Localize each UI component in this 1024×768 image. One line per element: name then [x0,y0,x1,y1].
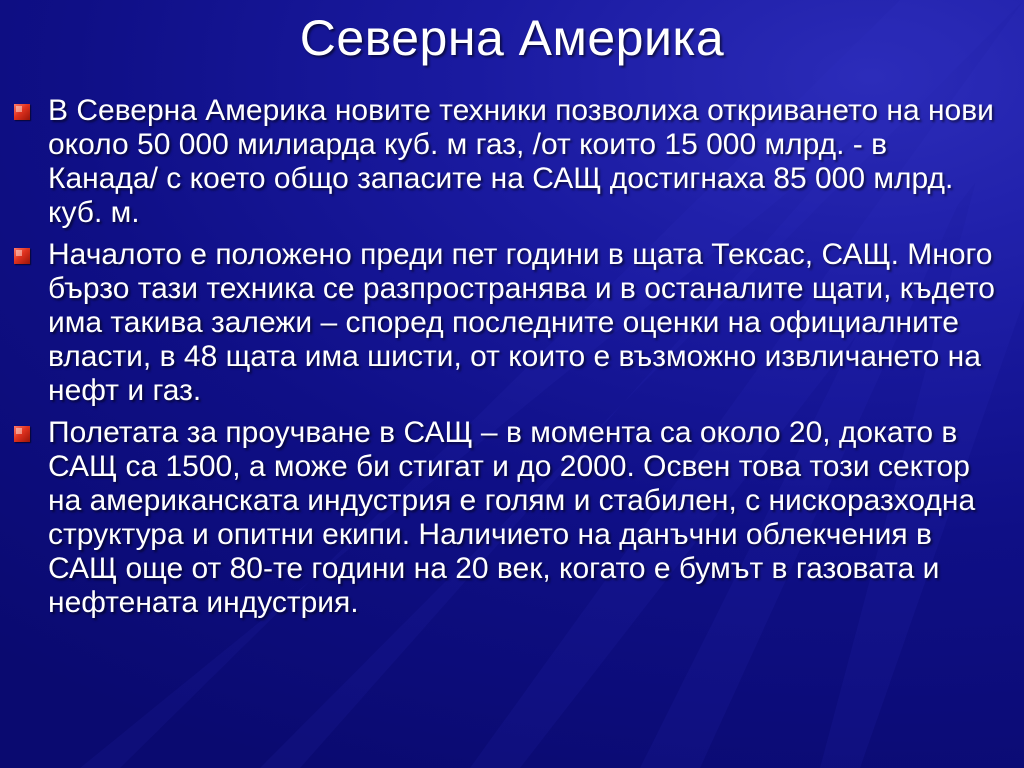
bullet-item [14,94,1004,230]
square-bullet-icon [14,104,30,120]
bullet-item [14,238,1004,408]
bullet-text: Полетата за проучване в САЩ – в момента са около 20, докато в САЩ са 1500, а може би стигат и до 2000. Освен това този сектор на американската индустрия е голям и стабилен, с нискоразходна структура и опитни екипи. Наличието на данъчни облекчения в САЩ още от 80-те години на 20 век, когато е бумът в газовата и нефтената индустрия. [48,416,976,619]
bullet-item [14,416,1004,620]
bullet-text: Началото е положено преди пет години в щата Тексас, САЩ. Много бързо тази техника се разпространява и в останалите щати, където има такива залежи – според последните оценки на официалните власти, в 48 щата има шисти, от които е възможно извличането на нефт и газ. [48,238,995,407]
slide-title: Северна Америка [299,10,725,66]
square-bullet-icon [14,426,30,442]
bullet-list [14,94,1004,628]
square-bullet-icon [14,248,30,264]
bullet-text: В Северна Америка новите техники позволиха откриването на нови около 50 000 милиарда куб. м газ, /от които 15 000 млрд. - в Канада/ с което общо запасите на САЩ достигнаха 85 000 млрд. куб. м. [48,94,994,229]
